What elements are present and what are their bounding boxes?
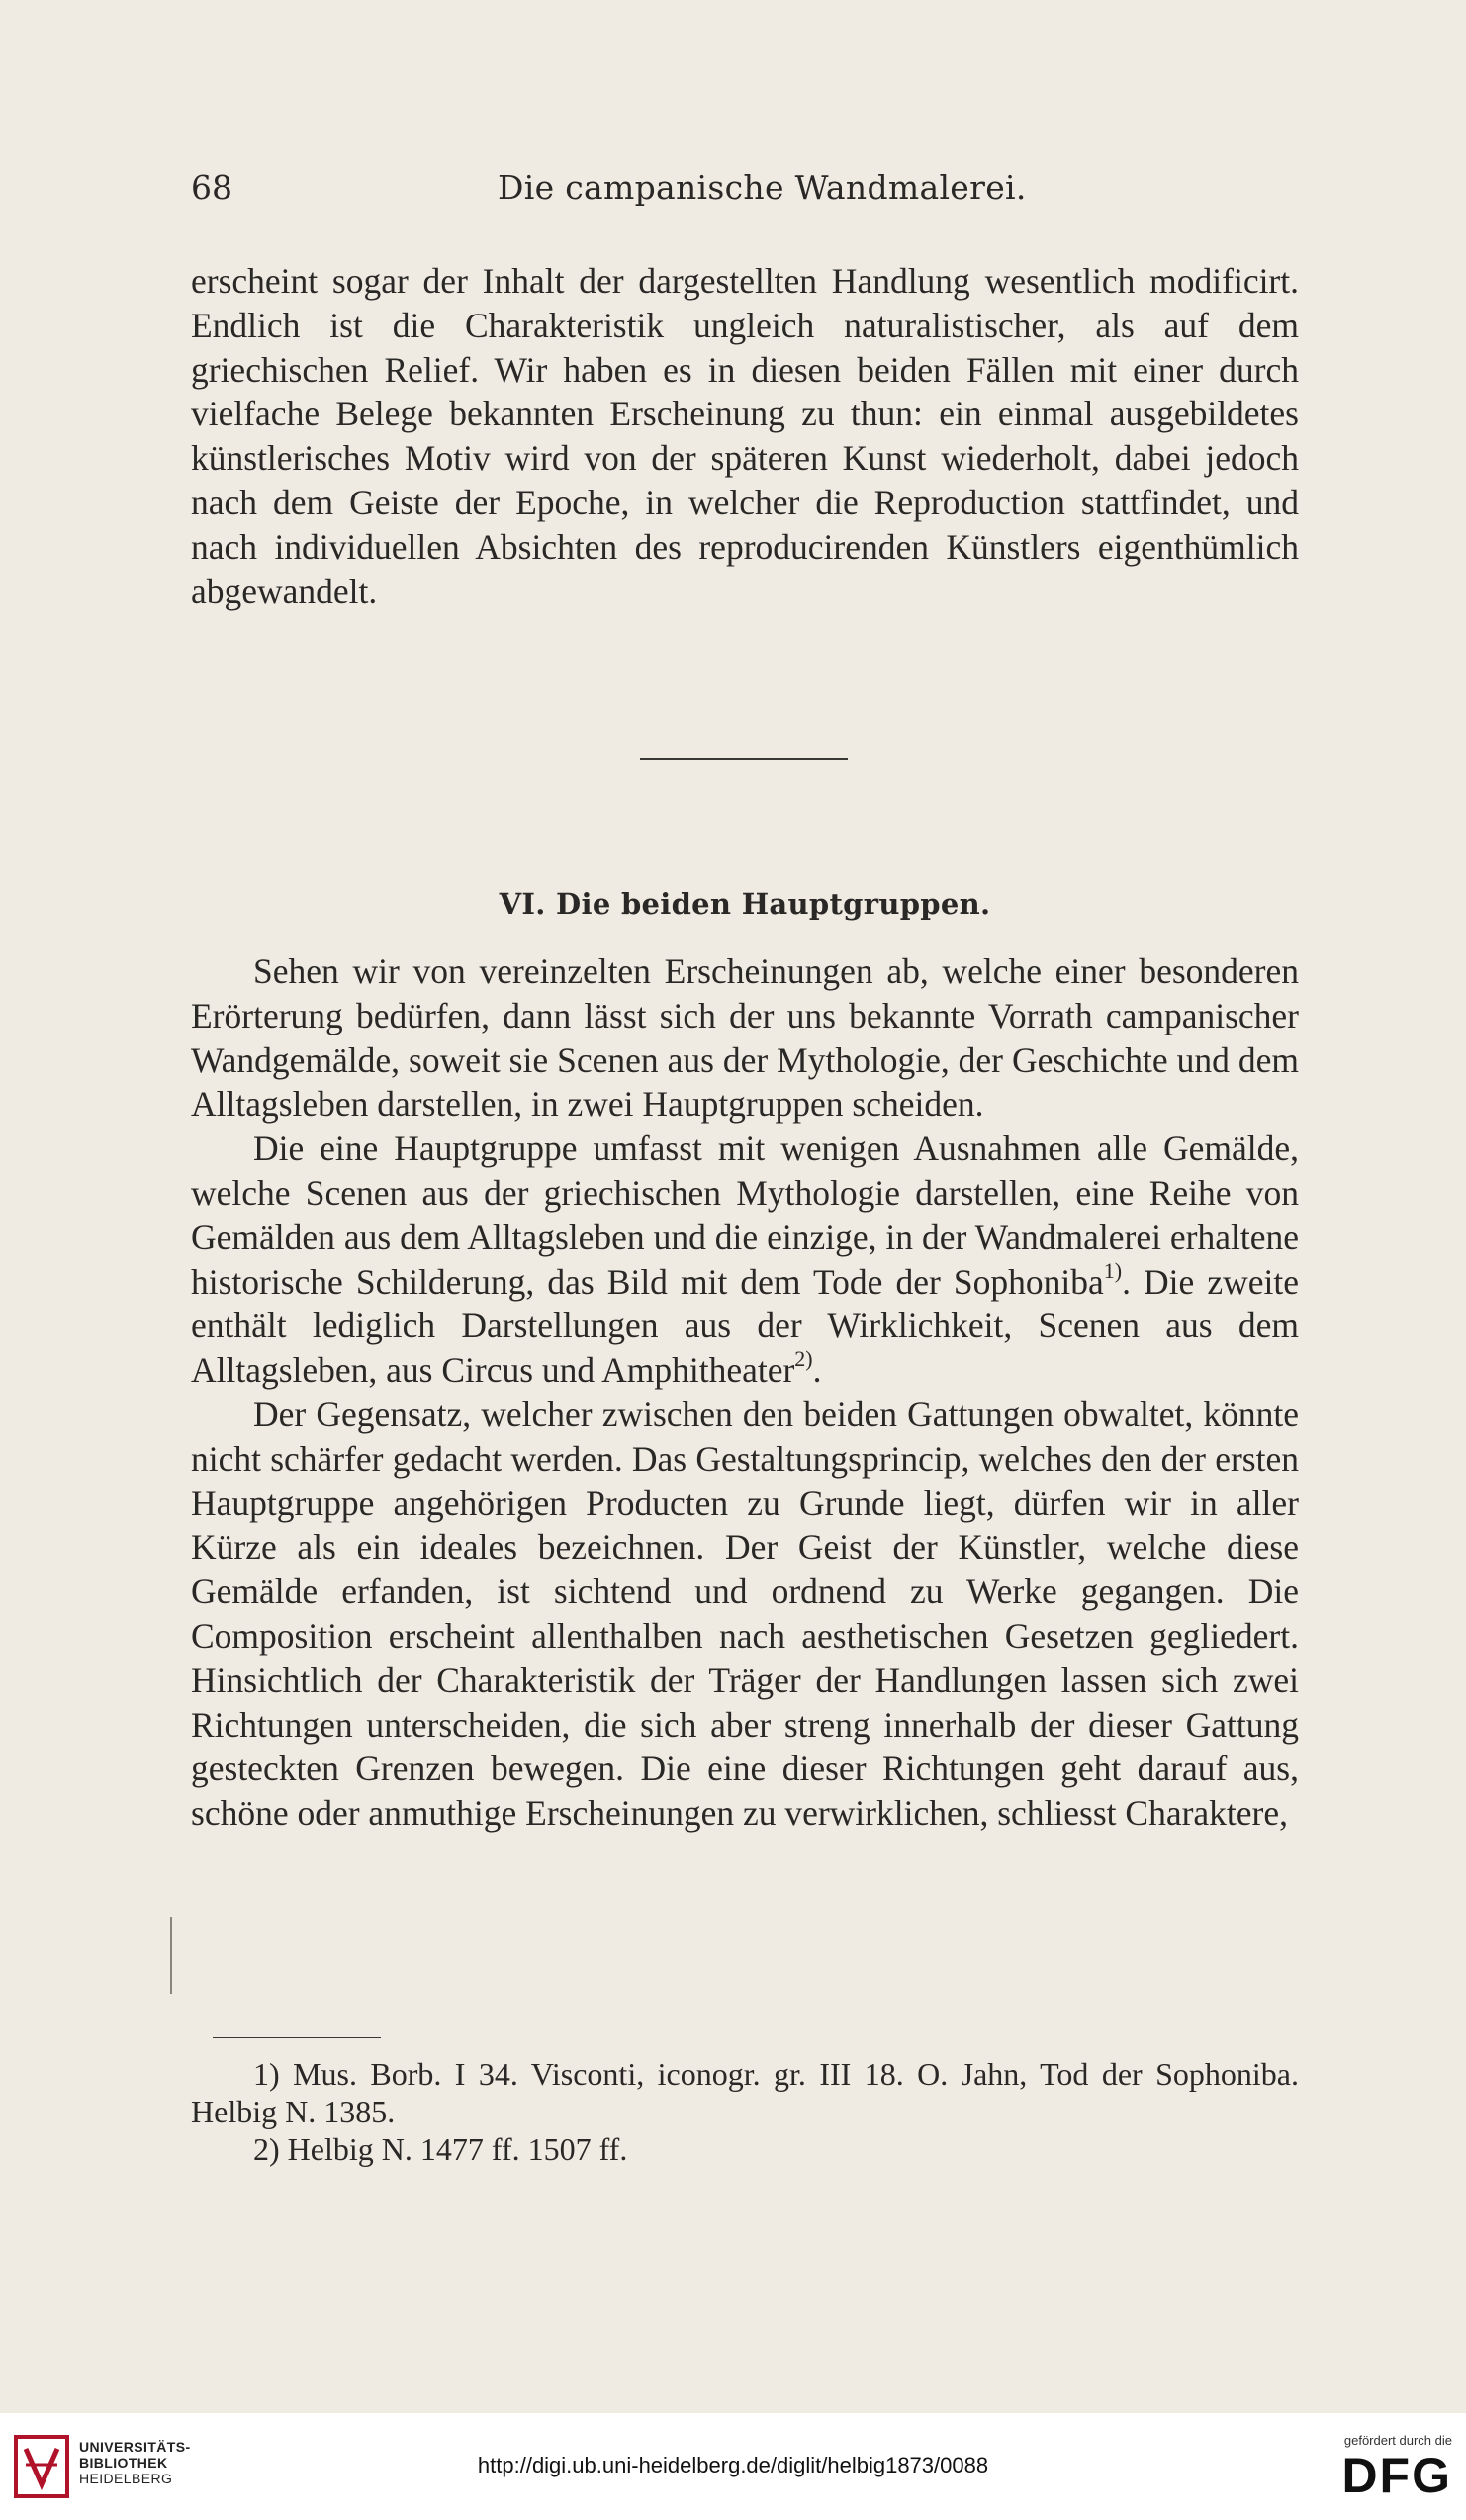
footnotes (191, 2055, 1299, 2168)
section-divider (640, 758, 848, 760)
library-name-line3: HEIDELBERG (79, 2471, 173, 2486)
footnote-1: 1) Mus. Borb. I 34. Visconti, iconogr. gr. III 18. O. Jahn, Tod der Sophoniba. Helbig N. 1385. (191, 2056, 1299, 2129)
section-heading: VI. Die beiden Hauptgruppen. (499, 887, 991, 921)
library-name-line1: UNIVERSITÄTS- (79, 2439, 191, 2455)
funding-note: gefördert durch die (1343, 2433, 1452, 2448)
digitization-footer (0, 2413, 1466, 2520)
main-text-block (191, 949, 1299, 1836)
paragraph-2-text-c: . (812, 1350, 822, 1391)
paragraph-3: Der Gegensatz, welcher zwischen den beiden Gattungen obwaltet, könnte nicht schärfer gedacht werden. Das Gestaltungsprincip, welches den der ersten Hauptgruppe angehörigen Producten zu Grunde liegt, dürfen wir in aller Kürze als ein ideales bezeichnen. Der Geist der Künstler, welche diese Gemälde erfanden, ist sichtend und ordnend zu Werke gegangen. Die Composition erscheint allenthalben nach aesthetischen Gesetzen gegliedert. Hinsichtlich der Charakteristik der Träger der Handlungen lassen sich zwei Richtungen unterscheiden, die sich aber streng innerhalb der dieser Gattung gesteckten Grenzen bewegen. Die eine dieser Richtungen geht darauf aus, schöne oder anmuthige Erscheinungen zu verwirklichen, schliesst Charaktere, (191, 1394, 1299, 1834)
intro-text-block (191, 259, 1299, 613)
footnote-2: 2) Helbig N. 1477 ff. 1507 ff. (253, 2131, 628, 2167)
paragraph-2-text-a: Die eine Hauptgruppe umfasst mit wenigen Ausnahmen alle Gemälde, welche Scenen aus der griechischen Mythologie darstellen, eine Reihe von Gemälden aus dem Alltagsleben und die einzige, in der Wandmalerei erhaltene historische Schilderung, das Bild mit dem Tode der Sophoniba (191, 1128, 1299, 1302)
paragraph-2-text-b: . Die zweite enthält lediglich Darstellungen aus der Wirklichkeit, Scenen aus dem Alltagsleben, aus Circus und Amphitheater (191, 1261, 1300, 1391)
footnote-ref-1: 1) (1103, 1257, 1123, 1283)
intro-paragraph: erscheint sogar der Inhalt der dargestellten Handlung wesentlich modificirt. Endlich ist die Charakteristik ungleich naturalistischer, als auf dem griechischen Relief. Wir haben es in diesen beiden Fällen mit einer durch vielfache Belege bekannten Erscheinung zu thun: ein einmal ausgebildetes künstlerisches Motiv wird von der späteren Kunst wiederholt, dabei jedoch nach dem Geiste der Epoche, in welcher die Reproduction stattfindet, und nach individuellen Absichten des reproducirenden Künstlers eigenthümlich abgewandelt. (191, 261, 1299, 611)
paragraph-2 (191, 1126, 1299, 1393)
page-number: 68 (191, 168, 232, 207)
paragraph-1: Sehen wir von vereinzelten Erscheinungen ab, welche einer besonderen Erörterung bedürfen, dann lässt sich der uns bekannte Vorrath campanischer Wandgemälde, soweit sie Scenen aus der Mythologie, der Geschichte und dem Alltagsleben darstellen, in zwei Hauptgruppen scheiden. (191, 951, 1299, 1125)
funder-name: DFG (1341, 2448, 1452, 2503)
permalink[interactable]: http://digi.ub.uni-heidelberg.de/diglit/helbig1873/0088 (477, 2453, 989, 2477)
running-title: Die campanische Wandmalerei. (498, 168, 1027, 207)
margin-mark (170, 1917, 172, 1994)
library-name-line2: BIBLIOTHEK (79, 2455, 168, 2471)
footnote-divider (213, 2037, 381, 2038)
funder-logo[interactable] (1304, 2433, 1452, 2503)
footnote-ref-2: 2) (794, 1346, 813, 1372)
